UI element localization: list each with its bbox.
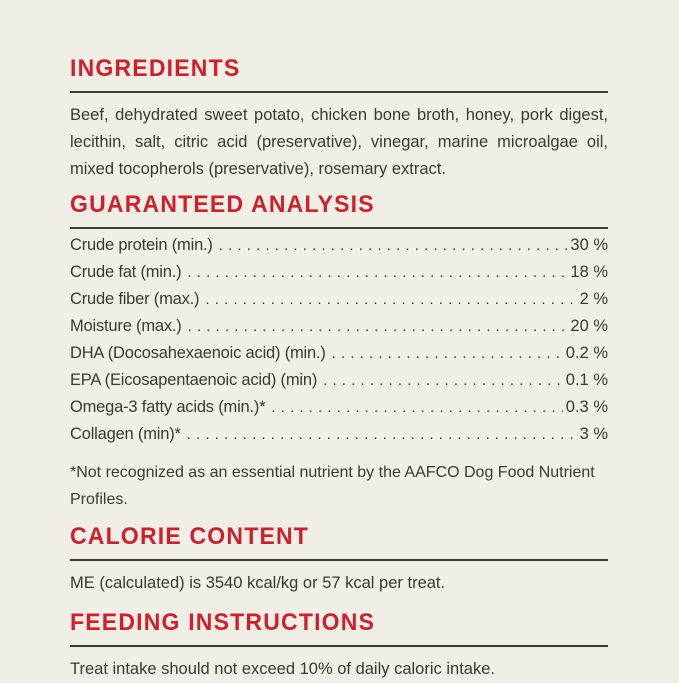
ingredients-title: INGREDIENTS — [70, 53, 241, 81]
analysis-label: Crude fiber (max.) — [70, 290, 200, 308]
guaranteed-analysis-title: GUARANTEED ANALYSIS — [70, 189, 375, 217]
analysis-value: 20 % — [570, 317, 608, 335]
calorie-content-text: ME (calculated) is 3540 kcal/kg or 57 kcal per treat. — [70, 574, 446, 592]
analysis-label: DHA (Docosahexaenoic acid) (min.) — [70, 344, 326, 362]
analysis-row — [70, 398, 608, 425]
analysis-label: Crude fat (min.) — [70, 263, 182, 281]
analysis-label: Moisture (max.) — [70, 317, 182, 335]
aafco-footnote: *Not recognized as an essential nutrient by the AAFCO Dog Food Nutrient Profiles. — [70, 464, 595, 508]
section-divider — [70, 91, 608, 93]
guaranteed-analysis-table — [70, 236, 608, 452]
dotted-leader — [323, 371, 563, 390]
analysis-value: 2 % — [579, 290, 608, 308]
dotted-leader — [188, 317, 568, 336]
ingredients-text: Beef, dehydrated sweet potato, chicken bone broth, honey, pork digest, lecithin, salt, citric acid (preservative), vinegar, marine microalgae oil, mixed tocopherols (preservative), rosemary extract. — [70, 106, 608, 178]
analysis-value: 30 % — [570, 236, 608, 254]
dotted-leader — [205, 290, 576, 309]
section-guaranteed-analysis — [70, 189, 608, 513]
analysis-value: 18 % — [570, 263, 608, 281]
dotted-leader — [219, 236, 568, 255]
analysis-value: 0.1 % — [565, 371, 608, 389]
dotted-leader — [187, 263, 567, 282]
dotted-leader — [187, 425, 577, 444]
feeding-instructions-title: FEEDING INSTRUCTIONS — [70, 607, 376, 635]
analysis-row — [70, 263, 608, 290]
section-divider — [70, 645, 608, 647]
calorie-content-title: CALORIE CONTENT — [70, 521, 310, 549]
analysis-row — [70, 290, 608, 317]
analysis-row — [70, 425, 608, 452]
analysis-label: Omega-3 fatty acids (min.)* — [70, 398, 266, 416]
dotted-leader — [271, 398, 562, 417]
analysis-value: 0.3 % — [565, 398, 608, 416]
dotted-leader — [332, 344, 563, 363]
analysis-label: Crude protein (min.) — [70, 236, 213, 254]
analysis-label: Collagen (min)* — [70, 425, 181, 443]
section-divider — [70, 227, 608, 229]
analysis-label: EPA (Eicosapentaenoic acid) (min) — [70, 371, 318, 389]
analysis-value: 3 % — [579, 425, 608, 443]
section-feeding-instructions — [70, 607, 608, 683]
analysis-row — [70, 317, 608, 344]
analysis-row — [70, 344, 608, 371]
section-ingredients — [70, 53, 608, 183]
analysis-value: 0.2 % — [565, 344, 608, 362]
analysis-row — [70, 236, 608, 263]
feeding-instructions-text: Treat intake should not exceed 10% of daily caloric intake. — [70, 660, 495, 678]
section-calorie-content — [70, 521, 608, 597]
section-divider — [70, 559, 608, 561]
analysis-row — [70, 371, 608, 398]
